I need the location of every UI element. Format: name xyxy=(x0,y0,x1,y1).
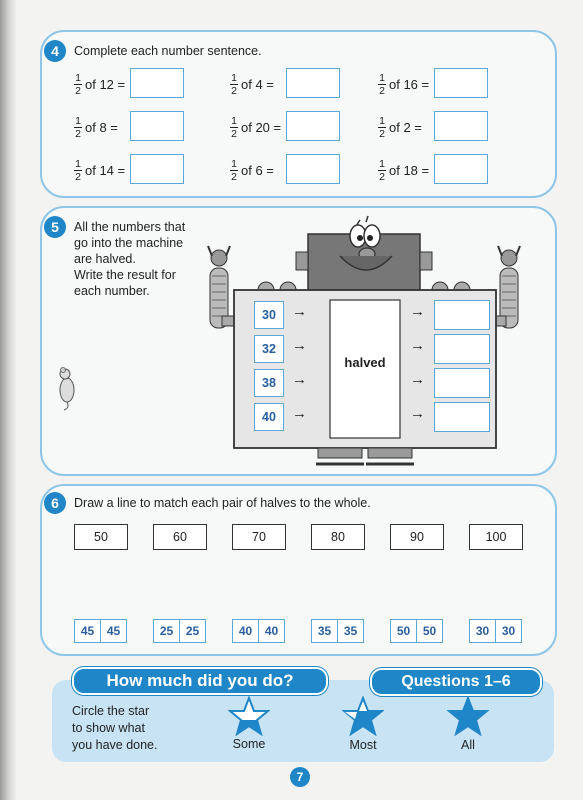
star-label-most: Most xyxy=(349,738,377,752)
fraction-half: $\frac{1}{2}$ xyxy=(75,157,81,183)
machine-output-box[interactable] xyxy=(434,300,490,330)
halves-pair-box[interactable] xyxy=(74,619,127,643)
half-value: 30 xyxy=(495,620,521,642)
half-value: 40 xyxy=(238,624,253,638)
half-value: 45 xyxy=(100,620,126,642)
half-value: 25 xyxy=(179,620,205,642)
arrow-icon: → xyxy=(410,371,425,388)
mouse-illustration xyxy=(54,366,78,412)
half-value: 30 xyxy=(475,624,490,638)
answer-box[interactable] xyxy=(286,154,340,184)
arrow-icon: → xyxy=(292,337,307,354)
answer-box[interactable] xyxy=(434,111,488,141)
machine-output-box[interactable] xyxy=(434,334,490,364)
answer-box[interactable] xyxy=(130,154,184,184)
fraction-half: $\frac{1}{2}$ xyxy=(75,71,81,97)
arrow-icon: → xyxy=(292,371,307,388)
arrow-icon: → xyxy=(292,303,307,320)
fraction-text: of 2 = xyxy=(389,119,422,135)
answer-box[interactable] xyxy=(286,111,340,141)
machine-input-number: 30 xyxy=(254,301,284,329)
fraction-half: $\frac{1}{2}$ xyxy=(231,114,237,140)
star-label-some: Some xyxy=(232,737,266,751)
fraction-text: of 14 = xyxy=(85,162,126,178)
self-assessment-instruction: Circle the star to show what you have done. xyxy=(72,704,158,752)
answer-box[interactable] xyxy=(130,111,184,141)
star-most-icon[interactable] xyxy=(342,696,384,736)
machine-output-box[interactable] xyxy=(434,402,490,432)
half-value: 35 xyxy=(317,624,332,638)
questions-range-banner: Questions 1–6 xyxy=(370,668,542,696)
arrow-icon: → xyxy=(410,405,425,422)
fraction-text: of 12 = xyxy=(85,76,126,92)
halves-pair-box[interactable] xyxy=(311,619,364,643)
fraction-half: $\frac{1}{2}$ xyxy=(379,114,385,140)
machine-input-number: 40 xyxy=(254,403,284,431)
whole-number-box[interactable]: 90 xyxy=(390,524,444,550)
machine-input-number: 38 xyxy=(254,369,284,397)
fraction-text: of 20 = xyxy=(241,119,282,135)
page-number: 7 xyxy=(290,767,310,787)
answer-box[interactable] xyxy=(434,154,488,184)
whole-number-box[interactable]: 100 xyxy=(469,524,523,550)
whole-number-box[interactable]: 50 xyxy=(74,524,128,550)
question-5-prompt: All the numbers that go into the machine are halved. Write the result for each number. xyxy=(74,220,186,298)
question-number-5: 5 xyxy=(44,216,66,238)
answer-box[interactable] xyxy=(434,68,488,98)
star-label-all: All xyxy=(461,738,475,752)
question-4-prompt: Complete each number sentence. xyxy=(74,44,262,58)
half-value: 50 xyxy=(396,624,411,638)
half-value: 35 xyxy=(337,620,363,642)
star-all-icon[interactable] xyxy=(447,696,489,736)
whole-number-box[interactable]: 60 xyxy=(153,524,207,550)
fraction-half: $\frac{1}{2}$ xyxy=(379,71,385,97)
halves-pair-box[interactable] xyxy=(469,619,522,643)
fraction-text: of 8 = xyxy=(85,119,118,135)
fraction-text: of 16 = xyxy=(389,76,430,92)
halves-pair-box[interactable] xyxy=(232,619,285,643)
fraction-half: $\frac{1}{2}$ xyxy=(379,157,385,183)
fraction-half: $\frac{1}{2}$ xyxy=(75,114,81,140)
half-value: 45 xyxy=(80,624,95,638)
machine-output-box[interactable] xyxy=(434,368,490,398)
whole-number-box[interactable]: 80 xyxy=(311,524,365,550)
fraction-text: of 6 = xyxy=(241,162,274,178)
halves-pair-box[interactable] xyxy=(390,619,443,643)
whole-number-box[interactable]: 70 xyxy=(232,524,286,550)
halves-pair-box[interactable] xyxy=(153,619,206,643)
self-assessment-banner: How much did you do? xyxy=(72,667,328,695)
fraction-text: of 18 = xyxy=(389,162,430,178)
machine-input-number: 32 xyxy=(254,335,284,363)
book-spine xyxy=(0,0,16,800)
arrow-icon: → xyxy=(410,337,425,354)
answer-box[interactable] xyxy=(130,68,184,98)
arrow-icon: → xyxy=(410,303,425,320)
question-number-6: 6 xyxy=(44,492,66,514)
question-6-prompt: Draw a line to match each pair of halves to the whole. xyxy=(74,496,371,510)
machine-label: halved xyxy=(344,355,386,370)
half-value: 50 xyxy=(416,620,442,642)
question-number-4: 4 xyxy=(44,40,66,62)
fraction-half: $\frac{1}{2}$ xyxy=(231,71,237,97)
fraction-half: $\frac{1}{2}$ xyxy=(231,157,237,183)
half-value: 25 xyxy=(159,624,174,638)
arrow-icon: → xyxy=(292,405,307,422)
answer-box[interactable] xyxy=(286,68,340,98)
half-value: 40 xyxy=(258,620,284,642)
fraction-text: of 4 = xyxy=(241,76,274,92)
star-some-icon[interactable] xyxy=(228,696,270,736)
